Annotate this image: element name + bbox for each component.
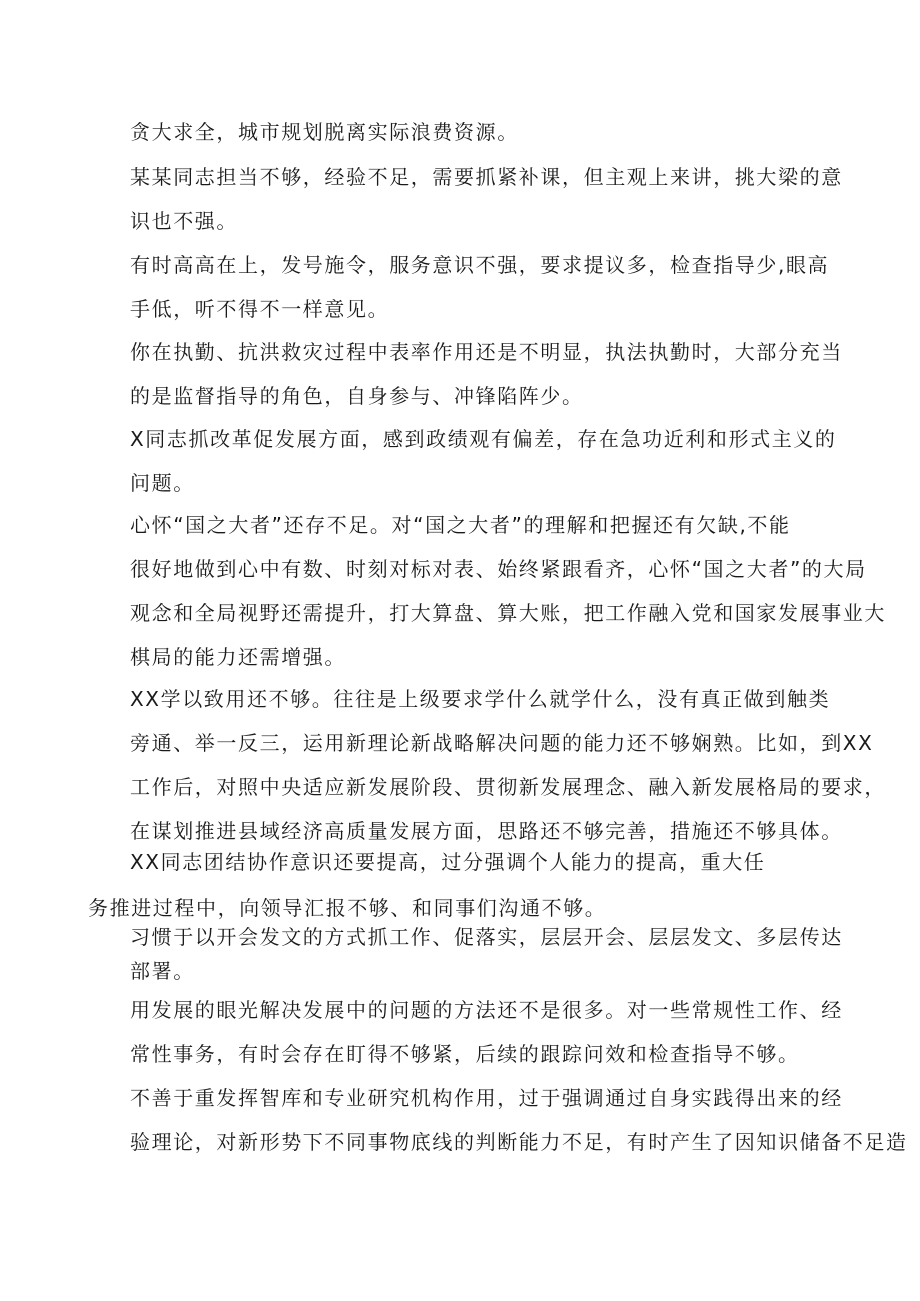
text-line: 旁通、举一反三，运用新理论新战略解决问题的能力还不够娴熟。比如，到XX	[130, 731, 874, 755]
text-line: 有时高高在上，发号施令，服务意识不强，要求提议多，检查指导少,眼高	[130, 253, 830, 277]
text-line: X同志抓改革促发展方面，感到政绩观有偏差，存在急功近利和形式主义的	[130, 427, 837, 451]
text-line: 工作后，对照中央适应新发展阶段、贯彻新发展理念、融入新发展格局的要求，	[130, 775, 886, 799]
text-line: 很好地做到心中有数、时刻对标对表、始终紧跟看齐，心怀“国之大者”的大局	[130, 557, 867, 581]
paragraph-8	[88, 840, 858, 884]
text-line: 务推进过程中，向领导汇报不够、和同事们沟通不够。	[88, 896, 607, 920]
paragraph-2	[88, 155, 858, 243]
text-line: 常性事务，有时会存在盯得不够紧，后续的跟踪问效和检查指导不够。	[130, 1042, 800, 1066]
text-line: 验理论，对新形势下不同事物底线的判断能力不足，有时产生了因知识储备不足造	[130, 1130, 908, 1154]
text-line: 在谋划推进县域经济高质量发展方面，思路还不够完善，措施还不够具体。	[130, 819, 843, 843]
text-line: XX学以致用还不够。往往是上级要求学什么就学什么，没有真正做到触类	[130, 687, 831, 711]
text-line: 观念和全局视野还需提升，打大算盘、算大账，把工作融入党和国家发展事业大	[130, 601, 886, 625]
text-line: 贪大求全，城市规划脱离实际浪费资源。	[130, 120, 519, 144]
text-line: 棋局的能力还需增强。	[130, 645, 346, 669]
text-line: 识也不强。	[130, 209, 238, 233]
text-line: 不善于重发挥智库和专业研究机构作用，过于强调通过自身实践得出来的经	[130, 1086, 843, 1110]
text-line: 你在执勤、抗洪救灾过程中表率作用还是不明显，执法执勤时，大部分充当	[130, 340, 843, 364]
text-line: 部署。	[130, 959, 195, 983]
text-line: 心怀“国之大者”还存不足。对“国之大者”的理解和把握还有欠缺,不能	[130, 513, 791, 537]
paragraph-1	[88, 110, 858, 154]
paragraph-12	[88, 1076, 908, 1164]
text-line: XX同志团结协作意识还要提高，过分强调个人能力的提高，重大任	[130, 850, 766, 874]
paragraph-3	[88, 243, 858, 331]
paragraph-5	[88, 417, 858, 505]
text-line: 用发展的眼光解决发展中的问题的方法还不是很多。对一些常规性工作、经	[130, 998, 843, 1022]
text-line: 的是监督指导的角色，自身参与、冲锋陷阵少。	[130, 384, 584, 408]
text-line: 习惯于以开会发文的方式抓工作、促落实，层层开会、层层发文、多层传达	[130, 925, 843, 949]
paragraph-7	[88, 677, 886, 853]
paragraph-6	[88, 503, 886, 679]
text-line: 某某同志担当不够，经验不足，需要抓紧补课，但主观上来讲，挑大梁的意	[130, 165, 843, 189]
text-line: 问题。	[130, 471, 195, 495]
paragraph-10	[88, 920, 858, 988]
paragraph-4	[88, 330, 858, 418]
paragraph-11	[88, 988, 858, 1076]
text-line: 手低，听不得不一样意见。	[130, 297, 390, 321]
